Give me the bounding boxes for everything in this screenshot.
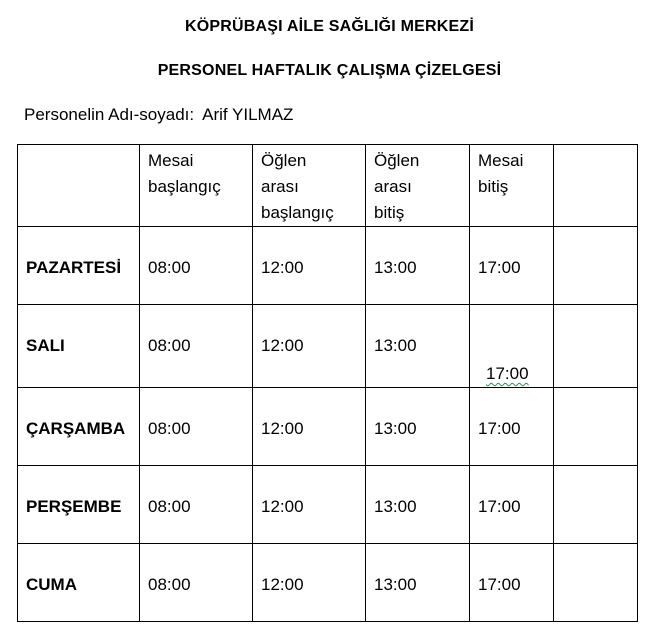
time-cell[interactable] — [253, 466, 366, 544]
time-cell[interactable] — [366, 544, 470, 622]
day-label: CUMA — [26, 575, 77, 594]
time-value: 08:00 — [148, 419, 191, 438]
time-value: 08:00 — [148, 258, 191, 277]
time-cell[interactable] — [140, 544, 253, 622]
time-value: 08:00 — [148, 575, 191, 594]
time-cell[interactable] — [470, 388, 554, 466]
header-label: Öğlen arası bitiş — [374, 151, 420, 222]
personnel-label: Personelin Adı-soyadı: — [24, 105, 195, 124]
day-cell[interactable] — [18, 466, 140, 544]
time-cell[interactable] — [470, 544, 554, 622]
time-value: 17:00 — [478, 575, 521, 594]
extra-cell[interactable] — [554, 388, 638, 466]
header-cell-empty[interactable] — [18, 145, 140, 227]
time-value: 12:00 — [261, 419, 304, 438]
time-value: 12:00 — [261, 336, 304, 355]
header-label: Mesai başlangıç — [148, 151, 221, 196]
time-cell[interactable] — [140, 388, 253, 466]
extra-cell[interactable] — [554, 544, 638, 622]
header-label: Öğlen arası başlangıç — [261, 151, 334, 222]
header-label: Mesai bitiş — [478, 151, 524, 196]
time-value: 13:00 — [374, 497, 417, 516]
time-cell[interactable] — [470, 305, 554, 388]
day-cell[interactable] — [18, 227, 140, 305]
day-cell[interactable] — [18, 305, 140, 388]
time-value: 12:00 — [261, 497, 304, 516]
day-label: SALI — [26, 336, 65, 355]
day-label: PAZARTESİ — [26, 258, 122, 277]
time-value: 13:00 — [374, 419, 417, 438]
table-header-row — [18, 145, 638, 227]
day-label: ÇARŞAMBA — [26, 419, 126, 438]
time-cell[interactable] — [366, 388, 470, 466]
time-cell[interactable] — [366, 305, 470, 388]
header-cell-oglen-baslangic[interactable] — [253, 145, 366, 227]
extra-value — [554, 227, 637, 255]
table-row — [18, 305, 638, 388]
day-label: PERŞEMBE — [26, 497, 122, 516]
time-cell[interactable] — [253, 227, 366, 305]
table-row — [18, 227, 638, 305]
time-value: 17:00 — [478, 497, 521, 516]
extra-cell[interactable] — [554, 305, 638, 388]
time-value: 12:00 — [261, 258, 304, 277]
header-cell-oglen-bitis[interactable] — [366, 145, 470, 227]
time-cell[interactable] — [253, 544, 366, 622]
extra-value — [554, 305, 637, 333]
time-cell[interactable] — [366, 227, 470, 305]
spellcheck-flagged-time: 17:00 — [486, 364, 529, 383]
time-cell[interactable] — [470, 227, 554, 305]
document-title: KÖPRÜBAŞI AİLE SAĞLIĞI MERKEZİ — [185, 18, 474, 35]
time-cell[interactable] — [140, 466, 253, 544]
header-cell-mesai-bitis[interactable] — [470, 145, 554, 227]
table-row — [18, 544, 638, 622]
time-value: 13:00 — [374, 258, 417, 277]
time-value: 17:00 — [478, 419, 521, 438]
table-row — [18, 466, 638, 544]
extra-cell[interactable] — [554, 227, 638, 305]
document-subtitle: PERSONEL HAFTALIK ÇALIŞMA ÇİZELGESİ — [157, 62, 502, 79]
day-cell[interactable] — [18, 388, 140, 466]
extra-value — [554, 388, 637, 416]
header-label — [554, 145, 637, 148]
time-cell[interactable] — [140, 227, 253, 305]
time-value: 08:00 — [148, 497, 191, 516]
header-cell-mesai-baslangic[interactable] — [140, 145, 253, 227]
header-label — [18, 145, 139, 148]
extra-value — [554, 466, 637, 494]
header-cell-extra[interactable] — [554, 145, 638, 227]
time-cell[interactable] — [253, 388, 366, 466]
table-row — [18, 388, 638, 466]
schedule-table — [17, 144, 638, 622]
time-cell[interactable] — [470, 466, 554, 544]
time-cell[interactable] — [366, 466, 470, 544]
time-cell[interactable] — [140, 305, 253, 388]
time-value: 08:00 — [148, 336, 191, 355]
time-value: 13:00 — [374, 575, 417, 594]
personnel-line — [24, 105, 293, 125]
extra-cell[interactable] — [554, 466, 638, 544]
extra-value — [554, 544, 637, 572]
day-cell[interactable] — [18, 544, 140, 622]
time-value: 17:00 — [478, 258, 521, 277]
personnel-name: Arif YILMAZ — [202, 105, 294, 124]
time-value: 12:00 — [261, 575, 304, 594]
time-value: 13:00 — [374, 336, 417, 355]
time-cell[interactable] — [253, 305, 366, 388]
